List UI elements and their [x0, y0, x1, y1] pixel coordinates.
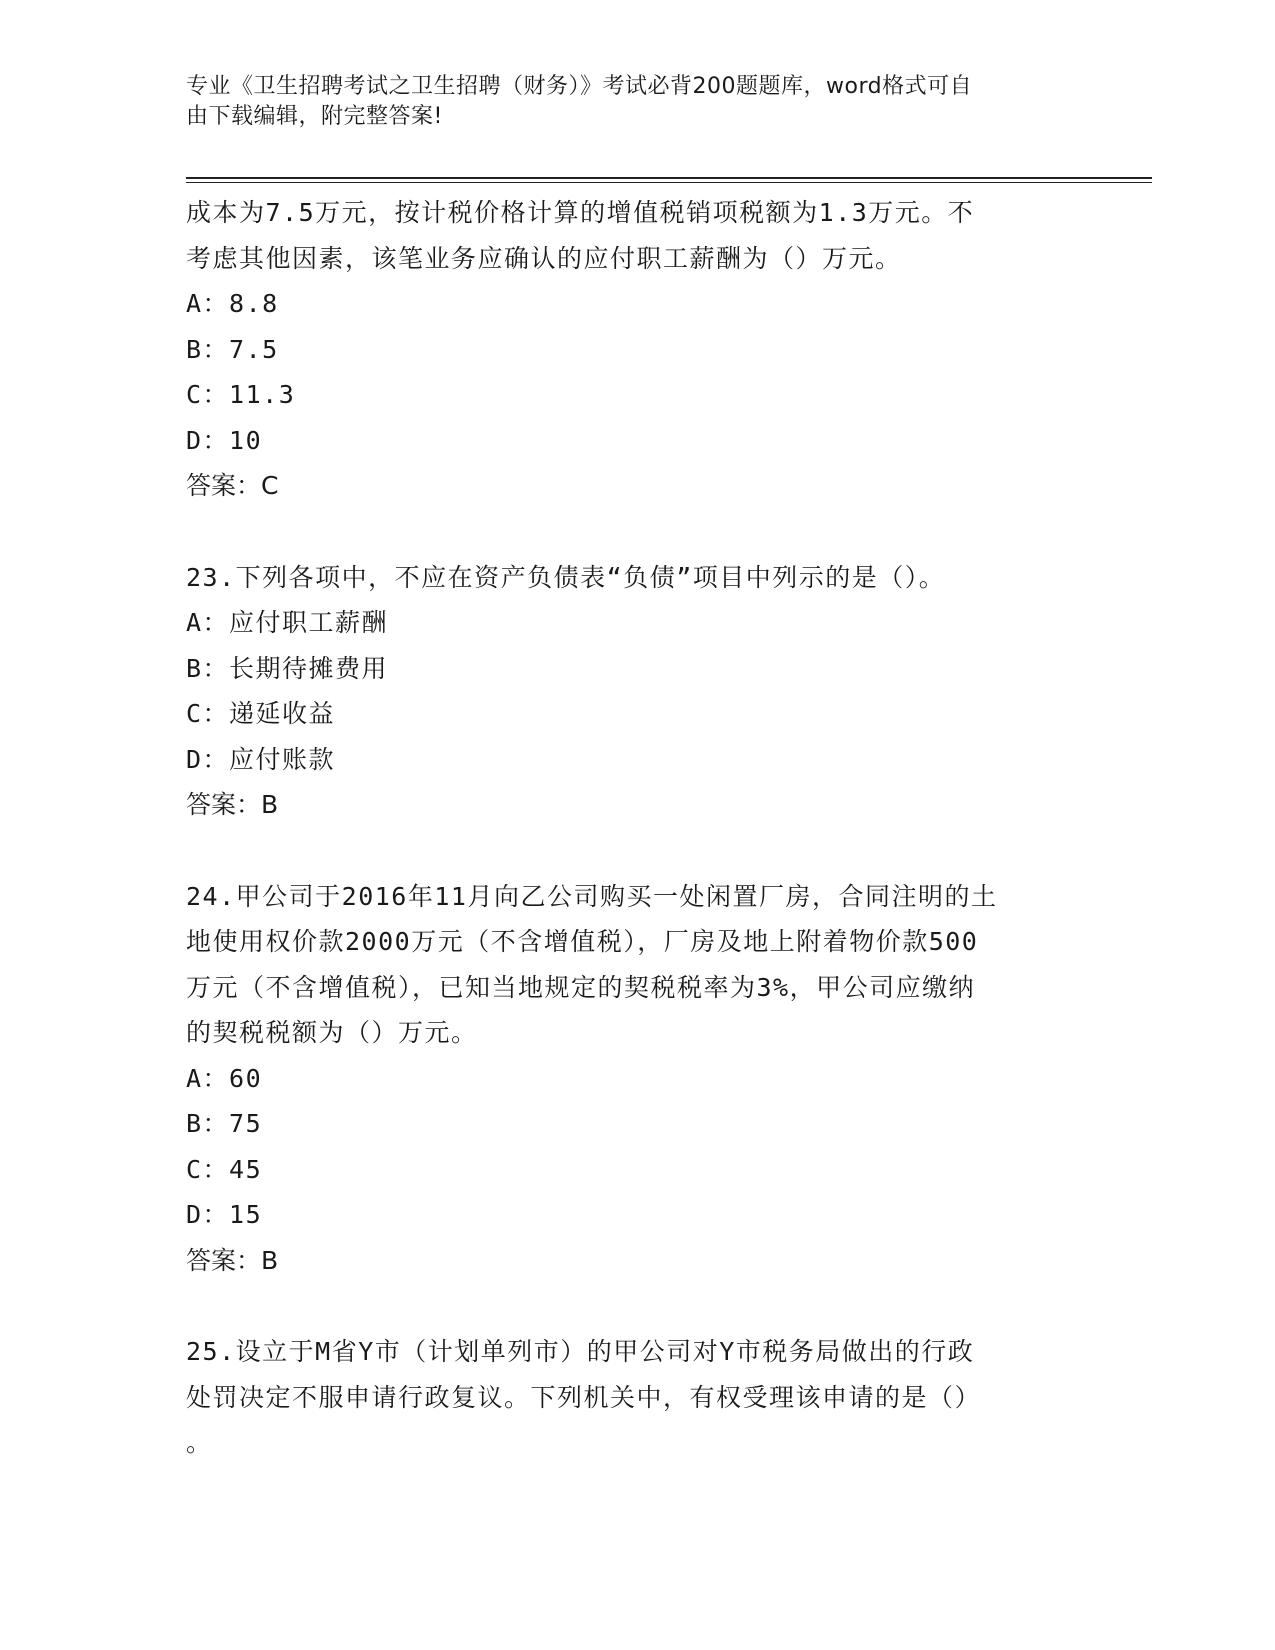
question-stem-line: 。 — [186, 1428, 213, 1457]
question-stem-line: 处罚决定不服申请行政复议。下列机关中，有权受理该申请的是（） — [186, 1382, 982, 1412]
question-stem-line: 的契税税额为（）万元。 — [186, 1018, 478, 1047]
option-b: B：7.5 — [186, 334, 279, 364]
question-stem-line: 成本为7.5万元，按计税价格计算的增值税销项税额为1.3万元。不 — [186, 198, 975, 227]
option-c: C：递延收益 — [186, 699, 336, 728]
header-divider-thin — [186, 182, 1152, 183]
option-b: B：75 — [186, 1109, 263, 1138]
spacer — [186, 509, 1086, 555]
option-a: A：60 — [186, 1063, 263, 1093]
question-stem-line: 24.甲公司于2016年11月向乙公司购买一处闲置厂房，合同注明的土 — [186, 881, 998, 911]
question-stem-line: 考虑其他因素，该笔业务应确认的应付职工薪酬为（）万元。 — [186, 243, 902, 273]
question-stem-line: 地使用权价款2000万元（不含增值税），厂房及地上附着物价款500 — [186, 927, 979, 956]
question-24 — [186, 874, 1086, 1284]
header-title-line-1: 专业《卫生招聘考试之卫生招聘（财务）》考试必背200题题库，word格式可自 — [186, 74, 973, 99]
document-header — [186, 72, 1066, 132]
question-stem-line: 23.下列各项中，不应在资产负债表“负债”项目中列示的是（）。 — [186, 562, 946, 592]
option-a: A：8.8 — [186, 289, 279, 318]
option-c: C：45 — [186, 1154, 263, 1184]
option-d: D：15 — [186, 1200, 263, 1229]
option-a: A：应付职工薪酬 — [186, 608, 389, 637]
question-25 — [186, 1329, 1086, 1466]
answer-line: 答案：C — [186, 471, 279, 500]
option-d: D：10 — [186, 425, 263, 455]
option-b: B：长期待摊费用 — [186, 653, 389, 683]
question-stem-line: 万元（不含增值税），已知当地规定的契税税率为3%，甲公司应缴纳 — [186, 972, 976, 1002]
answer-line: 答案：B — [186, 1245, 279, 1275]
question-22 — [186, 190, 1086, 509]
option-c: C：11.3 — [186, 380, 296, 409]
answer-line: 答案：B — [186, 790, 279, 819]
question-stem-line: 25.设立于M省Y市（计划单列市）的甲公司对Y市税务局做出的行政 — [186, 1337, 975, 1366]
header-divider-thick — [186, 177, 1152, 179]
spacer — [186, 828, 1086, 874]
spacer — [186, 1283, 1086, 1329]
option-d: D：应付账款 — [186, 744, 336, 774]
question-list — [186, 190, 1086, 1466]
header-title-line-2: 由下载编辑，附完整答案! — [186, 104, 443, 129]
question-23 — [186, 555, 1086, 828]
